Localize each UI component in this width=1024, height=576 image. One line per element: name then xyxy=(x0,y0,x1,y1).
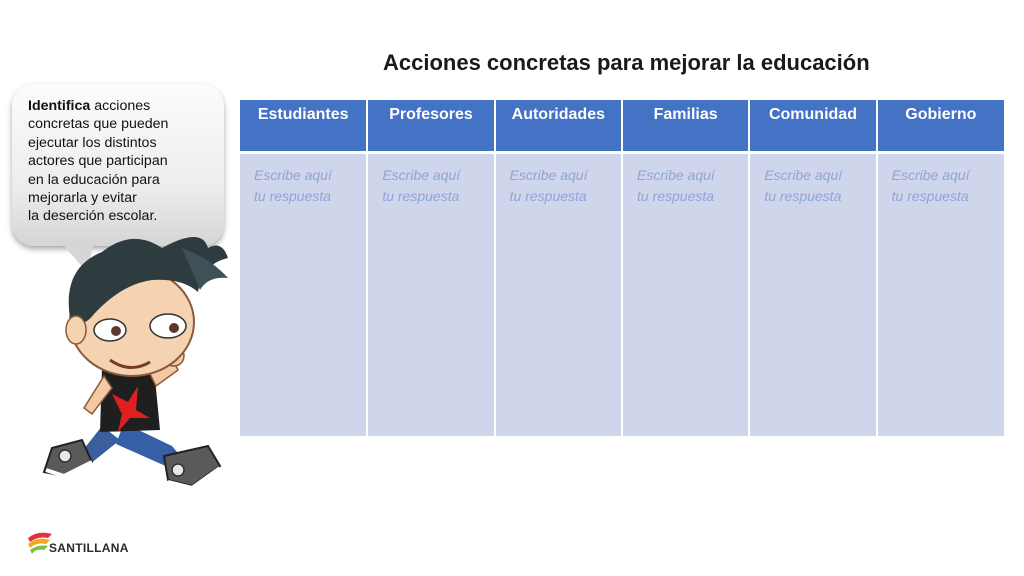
header-gobierno: Gobierno xyxy=(877,100,1004,152)
instruction-body: acciones concretas que pueden ejecutar los distintos actores que participan en la educación para mejorarla y evitar la deserción escolar. xyxy=(28,98,169,225)
answer-cell-autoridades[interactable] xyxy=(495,152,622,436)
instruction-bold: Identifica xyxy=(28,98,91,114)
answer-placeholder[interactable]: Escribe aquí tu respuesta xyxy=(891,166,970,204)
header-comunidad: Comunidad xyxy=(749,100,876,152)
header-profesores: Profesores xyxy=(367,100,494,152)
answer-placeholder[interactable]: Escribe aquí tu respuesta xyxy=(254,166,332,204)
answer-cell-gobierno[interactable] xyxy=(877,152,1004,436)
page-title: Acciones concretas para mejorar la educación xyxy=(383,50,870,75)
cartoon-boy-illustration xyxy=(32,218,242,508)
answer-placeholder[interactable]: Escribe aquí tu respuesta xyxy=(382,166,461,204)
answer-row xyxy=(240,152,1004,436)
instruction-text xyxy=(28,97,218,226)
answer-cell-estudiantes[interactable] xyxy=(240,152,367,436)
answer-cell-profesores[interactable] xyxy=(367,152,494,436)
answer-cell-comunidad[interactable] xyxy=(749,152,876,436)
actions-table xyxy=(240,100,1004,436)
answer-placeholder[interactable]: Escribe aquí tu respuesta xyxy=(636,166,715,204)
santillana-logo-text: SANTILLANA xyxy=(49,541,129,555)
answer-placeholder[interactable]: Escribe aquí tu respuesta xyxy=(764,166,843,204)
header-autoridades: Autoridades xyxy=(495,100,622,152)
header-estudiantes: Estudiantes xyxy=(240,100,367,152)
answer-placeholder[interactable]: Escribe aquí tu respuesta xyxy=(509,166,588,204)
answer-cell-familias[interactable] xyxy=(622,152,749,436)
header-row xyxy=(240,100,1004,152)
header-familias: Familias xyxy=(622,100,749,152)
